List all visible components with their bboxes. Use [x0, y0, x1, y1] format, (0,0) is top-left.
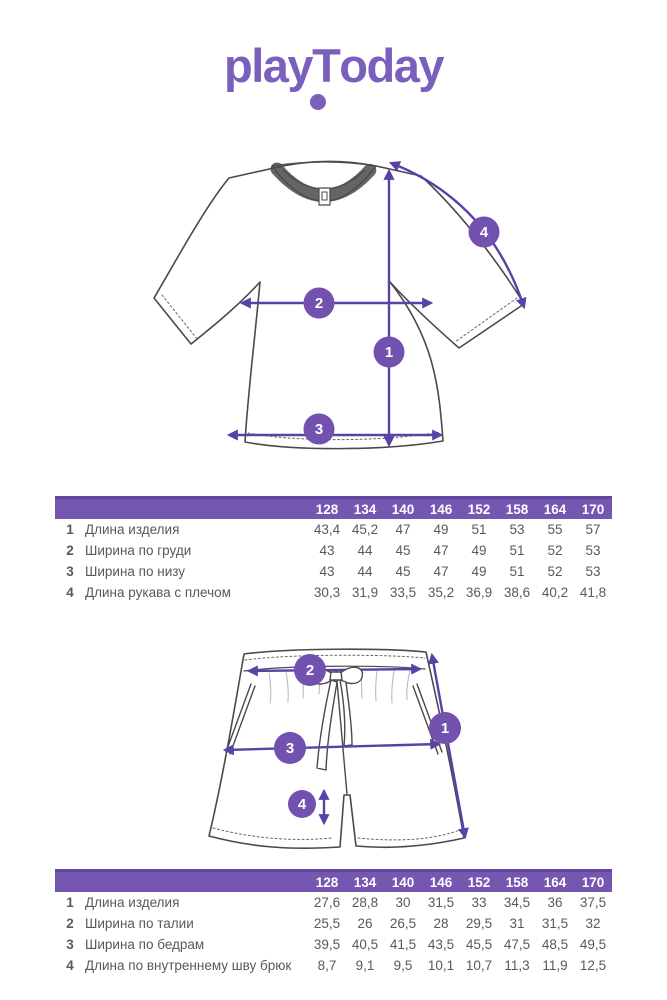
measure-label: Ширина по низу — [85, 564, 186, 579]
measure-value-cell: 29,5 — [465, 916, 493, 931]
size-col-header: 158 — [505, 874, 529, 890]
measure-value-cell: 28 — [433, 916, 449, 931]
measure-value-cell: 44 — [357, 543, 373, 558]
size-col-header: 146 — [429, 874, 453, 890]
measure-value-cell: 30 — [395, 895, 411, 910]
measure-value-cell: 11,3 — [504, 958, 530, 973]
measure-value-cell: 52 — [547, 543, 563, 558]
size-header-row — [55, 869, 612, 892]
measure-value-cell: 12,5 — [579, 958, 607, 973]
measure-value-cell: 45,5 — [465, 937, 493, 952]
measure-value-cell: 40,2 — [541, 585, 569, 600]
measure-number: 1 — [66, 522, 74, 537]
table-row — [55, 582, 612, 603]
callout-label-4: 4 — [479, 224, 488, 241]
measure-value-cell: 10,7 — [465, 958, 493, 973]
measure-value-cell: 25,5 — [313, 916, 341, 931]
size-col-header: 164 — [543, 874, 567, 890]
drawstring-knot — [330, 672, 342, 680]
tshirt-size-table — [55, 496, 612, 603]
measure-value-cell: 48,5 — [541, 937, 569, 952]
tshirt-diagram — [134, 146, 534, 482]
table-row — [55, 913, 612, 934]
measure-value-cell: 53 — [509, 522, 525, 537]
measure-value-cell: 49 — [471, 543, 487, 558]
measure-value-cell: 45,2 — [351, 522, 379, 537]
measure-value-cell: 37,5 — [579, 895, 607, 910]
measure-value-cell: 51 — [509, 564, 525, 579]
size-col-header: 140 — [391, 501, 415, 517]
measure-value-cell: 36 — [547, 895, 563, 910]
callout-label-1: 1 — [440, 720, 449, 737]
measure-value-cell: 43 — [319, 564, 335, 579]
shorts-size-table — [55, 869, 612, 976]
size-col-header: 134 — [353, 874, 377, 890]
measure-number: 3 — [66, 937, 74, 952]
table-row — [55, 955, 612, 976]
callout-label-4: 4 — [297, 796, 306, 813]
measure-value-cell: 53 — [585, 543, 601, 558]
size-header-row — [55, 496, 612, 519]
measure-number: 4 — [66, 958, 74, 973]
measure-label: Длина рукава с плечом — [85, 585, 231, 600]
size-col-header: 170 — [581, 501, 605, 517]
measure-label: Ширина по бедрам — [85, 937, 205, 952]
measure-value-cell: 39,5 — [313, 937, 341, 952]
measure-value-cell: 31 — [509, 916, 525, 931]
measure-value-cell: 45 — [395, 564, 411, 579]
measure-value-cell: 49,5 — [579, 937, 607, 952]
measure-value-cell: 52 — [547, 564, 563, 579]
measure-value-cell: 11,9 — [542, 958, 568, 973]
callout-label-2: 2 — [314, 295, 323, 312]
measure-value-cell: 26 — [357, 916, 373, 931]
measure-value-cell: 51 — [509, 543, 525, 558]
table-row — [55, 892, 612, 913]
measure-value-cell: 41,5 — [389, 937, 417, 952]
shorts-diagram — [174, 642, 494, 866]
measure-value-cell: 33,5 — [389, 585, 417, 600]
callout-label-1: 1 — [384, 344, 393, 361]
measure-label: Длина по внутреннему шву брюк — [85, 958, 292, 973]
size-col-header: 152 — [467, 874, 491, 890]
table-row — [55, 540, 612, 561]
neck-tag — [319, 188, 330, 205]
logo-text-play: play — [224, 39, 313, 92]
measure-value-cell: 31,5 — [541, 916, 569, 931]
measure-number: 2 — [66, 543, 74, 558]
callout-label-3: 3 — [285, 740, 294, 757]
size-col-header: 146 — [429, 501, 453, 517]
measure-value-cell: 41,8 — [579, 585, 607, 600]
callout-label-2: 2 — [305, 662, 314, 679]
measure-value-cell: 26,5 — [389, 916, 417, 931]
tshirt-body-outline — [154, 161, 524, 448]
logo-text-oday: oday — [339, 39, 443, 92]
table-row — [55, 519, 612, 540]
measure-value-cell: 43,4 — [313, 522, 341, 537]
table-row — [55, 561, 612, 582]
measure-value-cell: 40,5 — [351, 937, 379, 952]
size-col-header: 128 — [315, 874, 339, 890]
measure-value-cell: 36,9 — [465, 585, 493, 600]
size-col-header: 134 — [353, 501, 377, 517]
logo-text-t: T — [312, 38, 339, 93]
measure-value-cell: 43 — [319, 543, 335, 558]
measure-number: 1 — [66, 895, 74, 910]
measure-value-cell: 31,5 — [427, 895, 455, 910]
measure-value-cell: 51 — [471, 522, 487, 537]
measure-number: 2 — [66, 916, 74, 931]
size-col-header: 158 — [505, 501, 529, 517]
table-row — [55, 934, 612, 955]
measure-number: 4 — [66, 585, 74, 600]
brand-logo — [0, 38, 667, 93]
size-col-header: 170 — [581, 874, 605, 890]
measure-value-cell: 33 — [471, 895, 487, 910]
measure-value-cell: 32 — [585, 916, 601, 931]
measure-value-cell: 55 — [547, 522, 563, 537]
measure-label: Длина изделия — [85, 522, 180, 537]
measure-value-cell: 38,6 — [503, 585, 531, 600]
measure-value-cell: 44 — [357, 564, 373, 579]
measure-value-cell: 35,2 — [427, 585, 455, 600]
measure-value-cell: 49 — [471, 564, 487, 579]
measure-value-cell: 28,8 — [351, 895, 379, 910]
measure-value-cell: 10,1 — [427, 958, 455, 973]
measure-value-cell: 47,5 — [503, 937, 531, 952]
measure-number: 3 — [66, 564, 74, 579]
measure-value-cell: 45 — [395, 543, 411, 558]
size-col-header: 164 — [543, 501, 567, 517]
measure-value-cell: 47 — [433, 543, 449, 558]
measure-value-cell: 57 — [585, 522, 601, 537]
size-col-header: 140 — [391, 874, 415, 890]
measure-value-cell: 53 — [585, 564, 601, 579]
measure-value-cell: 8,7 — [317, 958, 337, 973]
measure-value-cell: 49 — [433, 522, 449, 537]
measure-value-cell: 47 — [433, 564, 449, 579]
measure-value-cell: 31,9 — [351, 585, 379, 600]
measure-label: Ширина по груди — [85, 543, 192, 558]
callout-label-3: 3 — [314, 421, 323, 438]
measure-label: Ширина по талии — [85, 916, 194, 931]
measure-value-cell: 9,1 — [355, 958, 375, 973]
measure-value-cell: 30,3 — [313, 585, 341, 600]
size-col-header: 128 — [315, 501, 339, 517]
measure-value-cell: 43,5 — [427, 937, 455, 952]
size-col-header: 152 — [467, 501, 491, 517]
measure-value-cell: 27,6 — [313, 895, 341, 910]
measure-value-cell: 9,5 — [393, 958, 413, 973]
measure-value-cell: 34,5 — [503, 895, 531, 910]
measure-value-cell: 47 — [395, 522, 411, 537]
logo-dot — [310, 94, 326, 110]
measure-label: Длина изделия — [85, 895, 180, 910]
